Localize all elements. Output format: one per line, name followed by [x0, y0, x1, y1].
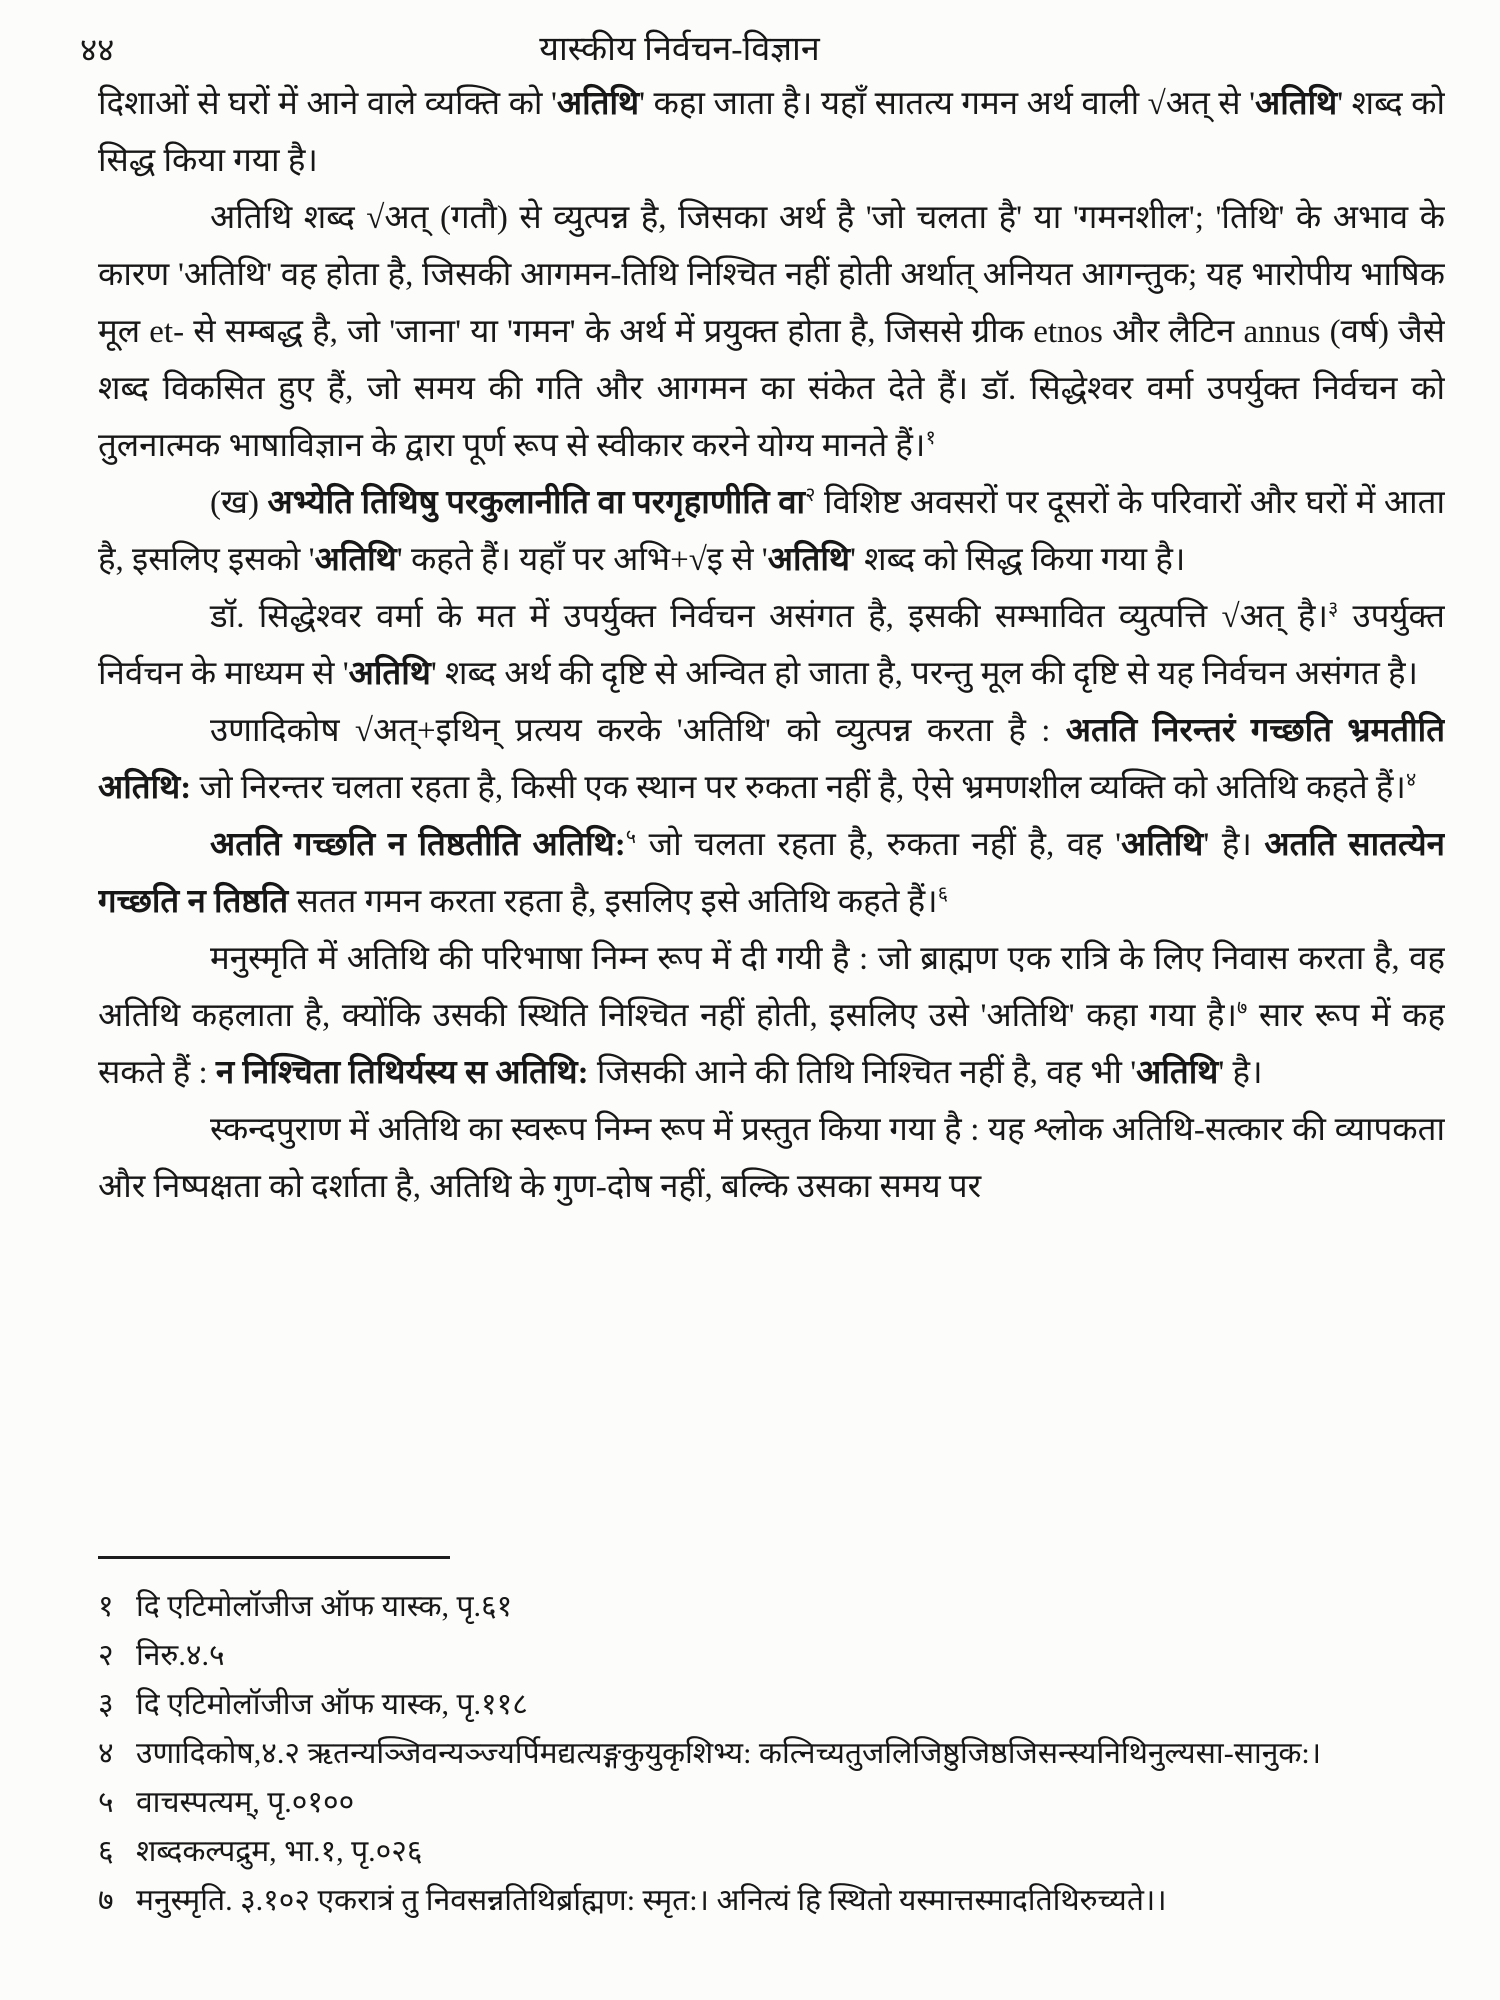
footnote-text: उणादिकोष,४.२ ऋतन्यञ्जिवन्यञ्ज्यर्पिमद्यत्यङ्गकुयुकृशिभ्य: कत्निच्यतुजलिजिष्ठुजिष्ठजिसन्स्यनिथिनुल्यसा-सानुक:। [136, 1737, 1322, 1770]
footnote-text: दि एटिमोलॉजीज ऑफ यास्क, पृ.६१ [136, 1590, 513, 1623]
paragraph [98, 1102, 1445, 1216]
text-run: जो चलता रहता है, रुकता नहीं है, वह ' [636, 827, 1122, 863]
text-run: अतिथि [1255, 86, 1338, 122]
text-run: जिसकी आने की तिथि निश्चित नहीं है, वह भी ' [588, 1055, 1137, 1091]
footnote-text: दि एटिमोलॉजीज ऑफ यास्क, पृ.११८ [136, 1688, 528, 1721]
text-run: मनुस्मृति में अतिथि की परिभाषा निम्न रूप में दी गयी है : जो ब्राह्मण एक रात्रि के लिए निवास करता है, वह अतिथि कहलाता है, क्योंकि उसकी स्थिति निश्चित नहीं होती, इसलिए उसे 'अतिथि' कहा गया है। [98, 941, 1445, 1034]
footnote-text: निरु.४.५ [136, 1639, 225, 1672]
page-number: ४४ [80, 33, 115, 69]
footnote-number: १ [98, 1590, 114, 1623]
footnote-number: ७ [98, 1884, 114, 1917]
footnote-text: शब्दकल्पद्रुम, भा.१, पृ.०२६ [136, 1835, 423, 1868]
footnote-item [98, 1876, 1490, 1925]
text-run: अतति गच्छति न तिष्ठतीति अतिथि: [210, 827, 626, 863]
text-run: ' है। [1218, 1055, 1263, 1091]
text-run: अतिथि [1136, 1055, 1219, 1091]
paragraph [98, 931, 1445, 1102]
text-run: जो निरन्तर चलता रहता है, किसी एक स्थान पर रुकता नहीं है, ऐसे भ्रमणशील व्यक्ति को अतिथि कहते हैं। [191, 770, 1406, 806]
footnote-ref: ४ [1405, 769, 1417, 791]
footnote-number: ३ [98, 1688, 114, 1721]
footnote-number: २ [98, 1639, 114, 1672]
text-run: ' कहा जाता है। यहाँ सातत्य गमन अर्थ वाली √अत् से ' [639, 86, 1256, 122]
text-run: अतिथि [348, 656, 431, 692]
text-run: उपर्युक्त निर्वचन के माध्यम से ' [98, 599, 1445, 692]
page-title: यास्कीय निर्वचन-विज्ञान [539, 31, 820, 68]
footnote-ref: ३ [1327, 598, 1339, 620]
text-run: विशिष्ट अवसरों पर दूसरों के परिवारों और घरों में आता है, इसलिए इसको ' [98, 485, 1445, 578]
text-run: अतिथि [1121, 827, 1204, 863]
footnote-item [98, 1729, 1490, 1778]
paragraph [98, 190, 1445, 475]
text-run: न निश्चिता तिथिर्यस्य स अतिथि: [215, 1055, 589, 1091]
footnote-ref: ७ [1237, 997, 1248, 1019]
footnote-number: ६ [98, 1835, 114, 1868]
body-text [98, 76, 1445, 1216]
text-run: अभ्येति तिथिषु परकुलानीति वा परगृहाणीति वा [267, 485, 806, 521]
text-run: अतिथि [556, 86, 640, 122]
text-run: दिशाओं से घरों में आने वाले व्यक्ति को ' [98, 86, 557, 122]
paragraph [98, 76, 1445, 190]
footnote-ref: १ [925, 427, 936, 449]
footnote-number: ५ [98, 1786, 114, 1819]
text-run: स्कन्दपुराण में अतिथि का स्वरूप निम्न रूप में प्रस्तुत किया गया है : यह श्लोक अतिथि-सत्कार की व्यापकता और निष्पक्षता को दर्शाता है, अतिथि के गुण-दोष नहीं, बल्कि उसका समय पर [98, 1112, 1445, 1205]
footnote-separator [98, 1556, 450, 1559]
footnote-ref: ६ [937, 883, 948, 905]
text-run: अतिथि [314, 542, 397, 578]
paragraph [98, 817, 1445, 931]
footnote-number: ४ [98, 1737, 114, 1770]
text-run: ' शब्द अर्थ की दृष्टि से अन्वित हो जाता है, परन्तु मूल की दृष्टि से यह निर्वचन असंगत है। [430, 656, 1419, 692]
footnote-item [98, 1778, 1490, 1827]
footnote-text: वाचस्पत्यम्, पृ.०१०० [136, 1786, 355, 1819]
footnote-ref: २ [805, 484, 816, 506]
text-run: ' है। [1203, 827, 1265, 863]
text-run: डॉ. सिद्धेश्वर वर्मा के मत में उपर्युक्त निर्वचन असंगत है, इसकी सम्भावित व्युत्पत्ति √अत् है। [210, 599, 1328, 635]
footnote-ref: ५ [625, 826, 637, 848]
paragraph [98, 589, 1445, 703]
text-run: अतिथि शब्द √अत् (गतौ) से व्युत्पन्न है, जिसका अर्थ है 'जो चलता है' या 'गमनशील'; 'तिथि' के अभाव के कारण 'अतिथि' वह होता है, जिसकी आगमन-तिथि निश्चित नहीं होती अर्थात् अनियत आगन्तुक; यह भारोपीय भाषिक मूल et- से सम्बद्ध है, जो 'जाना' या 'गमन' के अर्थ में प्रयुक्त होता है, जिससे ग्रीक etnos और लैटिन annus (वर्ष) जैसे शब्द विकसित हुए हैं, जो समय की गति और आगमन का संकेत देते हैं। डॉ. सिद्धेश्वर वर्मा उपर्युक्त निर्वचन को तुलनात्मक भाषाविज्ञान के द्वारा पूर्ण रूप से स्वीकार करने योग्य मानते हैं। [98, 200, 1445, 464]
footnotes [98, 1582, 1490, 1925]
text-run: ' कहते हैं। यहाँ पर अभि+√इ से ' [396, 542, 768, 578]
footnote-item [98, 1582, 1490, 1631]
footnote-item [98, 1631, 1490, 1680]
paragraph [98, 703, 1445, 817]
text-run: ' शब्द को सिद्ध किया गया है। [849, 542, 1186, 578]
text-run: ' शब्द को सिद्ध किया गया है। [98, 86, 1445, 179]
text-run: अतति निरन्तरं गच्छति भ्रमतीति अतिथि: [98, 713, 1445, 806]
footnote-item [98, 1827, 1490, 1876]
text-run: अतति सातत्येन गच्छति न तिष्ठति [98, 827, 1445, 920]
text-run: (ख) [210, 485, 268, 521]
text-run: सतत गमन करता रहता है, इसलिए इसे अतिथि कहते हैं। [288, 884, 938, 920]
footnote-text: मनुस्मृति. ३.१०२ एकरात्रं तु निवसन्नतिथिर्ब्राह्मण: स्मृत:। अनित्यं हि स्थितो यस्मात्तस्मादतिथिरुच्यते।। [136, 1884, 1167, 1917]
text-run: अतिथि [767, 542, 850, 578]
text-run: उणादिकोष √अत्+इथिन् प्रत्यय करके 'अतिथि' को व्युत्पन्न करता है : [210, 713, 1066, 749]
footnote-item [98, 1680, 1490, 1729]
text-run: सार रूप में कह सकते हैं : [98, 998, 1445, 1091]
paragraph [98, 475, 1445, 589]
